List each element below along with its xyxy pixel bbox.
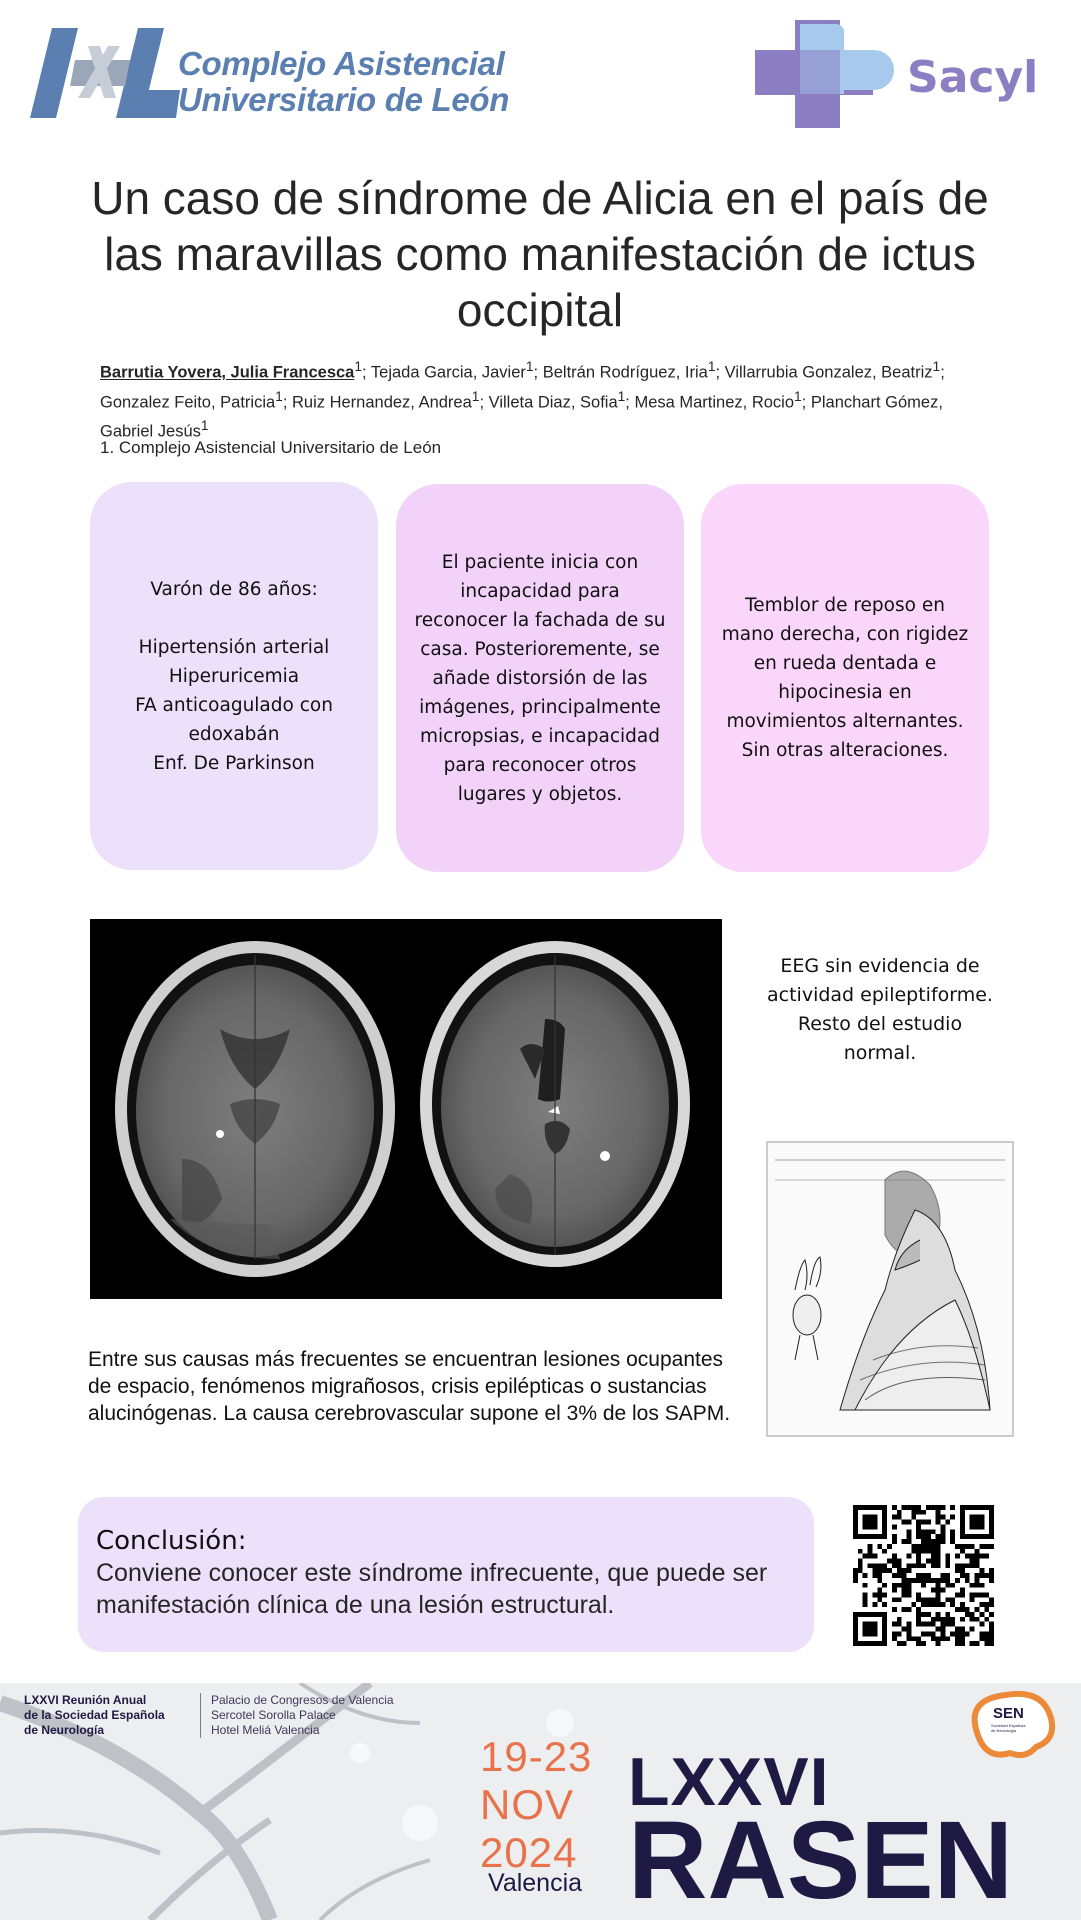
- congress-footer: [0, 1683, 1081, 1920]
- sen-wordmark: SEN: [993, 1705, 1024, 1722]
- alice-illustration: [765, 1140, 1015, 1440]
- author-2: Villarrubia Gonzalez, Beatriz: [724, 363, 933, 382]
- authors: Barrutia Yovera, Julia Francesca$^1$; Tejada Garcia, Javier$^1$; Beltrán Rodríguez, Iria$^1$; Villarrubia Gonzalez, Beatriz$^1$; Gonzalez Feito, Patricia$^1$; Ruiz Hernandez, Andrea$^1$; Villeta Diaz, Sofia$^1$; Mesa Martinez, Rocio$^1$; Planchart Gómez, Gabriel Jesús$^1$: [100, 359, 945, 441]
- causes-paragraph: Entre sus causas más frecuentes se encuentran lesiones ocupantes de espacio, fenómenos migrañosos, crisis epilépticas o sustancias alucinógenas. La causa cerebrovascular supone el 3% de los SAPM.: [88, 1348, 731, 1425]
- onset-text: El paciente inicia con incapacidad para reconocer la fachada de su casa. Posterioremente, se añade distorsión de las imágenes, principalmente micropsias, e incapacidad para reconocer otros lugares y objetos.: [414, 551, 666, 805]
- lead-author-sup: 1: [354, 359, 363, 374]
- onset-box: [396, 484, 684, 872]
- sacyl-wordmark: Sacyl: [907, 52, 1039, 103]
- lead-author: Barrutia Yovera, Julia Francesca: [100, 363, 355, 382]
- author-6: Mesa Martinez, Rocio: [634, 393, 795, 411]
- patient-text: Varón de 86 años: Hipertensión arterial Hiperuricemia FA anticoagulado con edoxabán Enf. De Parkinson: [135, 578, 333, 774]
- venue-list: Palacio de Congresos de Valencia Sercotel Sorolla Palace Hotel Meliá Valencia: [200, 1693, 394, 1738]
- author-0: Tejada Garcia, Javier: [370, 363, 526, 382]
- meeting-name: LXXVI Reunión Anual de la Sociedad Española de Neurología: [24, 1693, 165, 1737]
- sen-logo: SEN Sociedad Española de Neurología: [966, 1689, 1058, 1759]
- conclusion-title: Conclusión:: [96, 1526, 247, 1556]
- conclusion-box: [78, 1497, 814, 1652]
- institution-line1: Complejo Asistencial: [178, 45, 505, 82]
- patient-box: [90, 482, 378, 870]
- poster-title: Un caso de síndrome de Alicia en el país de las maravillas como manifestación de ictus occipital: [91, 172, 989, 336]
- cau-logo: [30, 28, 530, 120]
- sacyl-logo: [755, 20, 1045, 130]
- institution-line2: Universitario de León: [178, 81, 510, 118]
- affiliation: 1. Complejo Asistencial Universitario de León: [100, 438, 442, 457]
- exam-text: Temblor de reposo en mano derecha, con rigidez en rueda dentada e hipocinesia en movimientos alternantes. Sin otras alteraciones.: [721, 595, 969, 761]
- eeg-note: EEG sin evidencia de actividad epileptiforme. Resto del estudio normal.: [767, 955, 993, 1064]
- edition-number: LXXVI: [628, 1744, 830, 1820]
- ct-slice-left: [115, 941, 395, 1277]
- author-7: Planchart Gómez, Gabriel Jesús: [100, 393, 943, 441]
- congress-dates: 19-23 NOV 2024: [480, 1733, 593, 1876]
- sacyl-cross-icon: [755, 20, 905, 130]
- congress-acronym: RASEN: [628, 1799, 1014, 1920]
- ct-scan-image: [90, 919, 722, 1299]
- ct-slice-right: [420, 941, 690, 1267]
- author-1: Beltrán Rodríguez, Iria: [542, 363, 708, 382]
- congress-city: Valencia: [488, 1869, 583, 1897]
- qr-code[interactable]: [853, 1505, 994, 1646]
- author-3: Gonzalez Feito, Patricia: [100, 393, 276, 411]
- conclusion-body: Conviene conocer este síndrome infrecuente, que puede ser manifestación clínica de una lesión estructural.: [96, 1559, 768, 1619]
- author-5: Villeta Diaz, Sofia: [488, 393, 618, 411]
- exam-box: [701, 484, 989, 872]
- cau-emblem-icon: [30, 28, 180, 118]
- author-4: Ruiz Hernandez, Andrea: [292, 393, 472, 411]
